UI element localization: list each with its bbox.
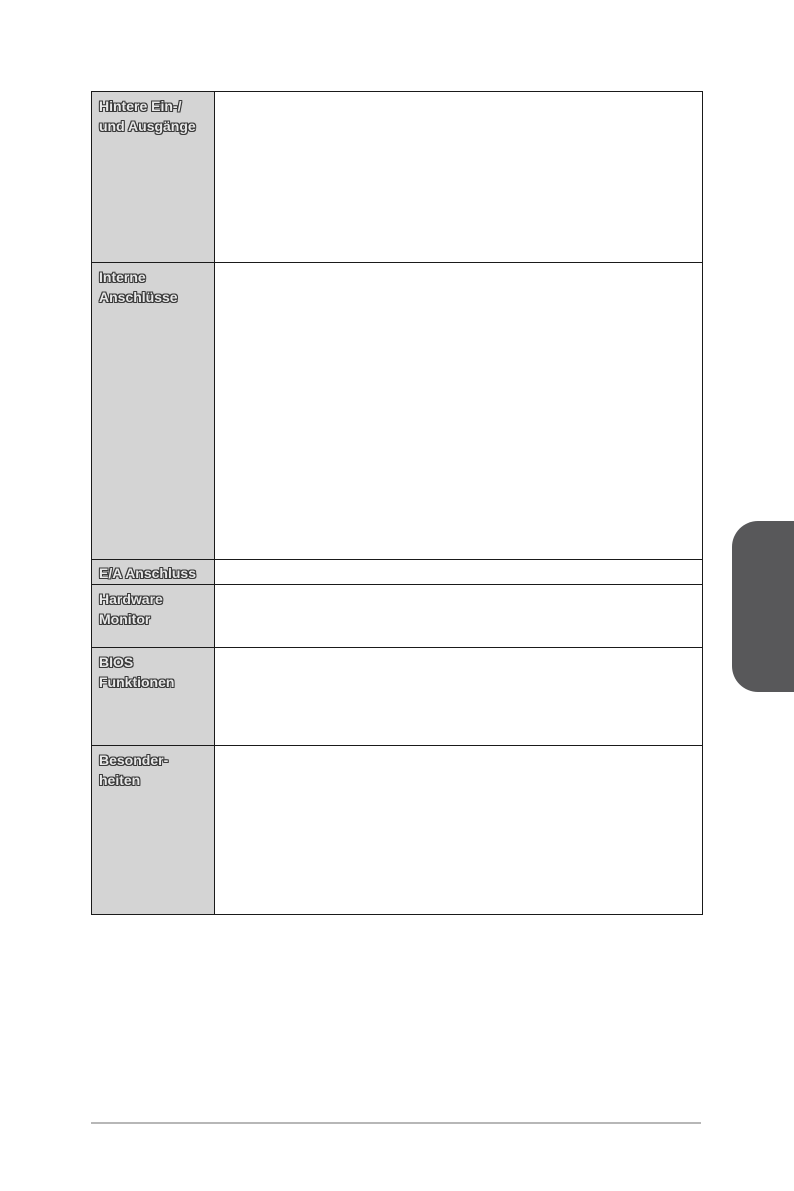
spec-row-special-features: [92, 746, 703, 915]
spec-value-bios-features: [215, 648, 703, 746]
spec-row-hardware-monitor: [92, 585, 703, 648]
specifications-table: [91, 91, 703, 915]
spec-label-cell: [92, 585, 215, 648]
spec-label-cell: [92, 746, 215, 915]
chapter-side-tab: [732, 521, 794, 692]
spec-value-rear-io: [215, 92, 703, 263]
spec-label-rear-io: Hintere Ein-/ und Ausgänge: [99, 98, 196, 134]
spec-value-hardware-monitor: [215, 585, 703, 648]
spec-label-special-features: Besonder- heiten: [99, 752, 169, 788]
spec-value-io-connector: [215, 560, 703, 585]
footer-divider: [91, 1122, 701, 1124]
spec-row-bios-features: [92, 648, 703, 746]
spec-label-hardware-monitor: Hardware Monitor: [99, 591, 163, 627]
spec-label-cell: [92, 263, 215, 560]
spec-label-cell: [92, 648, 215, 746]
spec-label-internal-connectors: Interne Anschlüsse: [99, 269, 178, 305]
spec-value-special-features: [215, 746, 703, 915]
spec-label-io-connector: E/A Anschluss: [99, 565, 196, 581]
spec-row-io-connector: [92, 560, 703, 585]
spec-row-internal-connectors: [92, 263, 703, 560]
spec-label-cell: [92, 560, 215, 585]
spec-label-bios-features: BIOS Funktionen: [99, 654, 175, 690]
spec-value-internal-connectors: [215, 263, 703, 560]
spec-label-cell: [92, 92, 215, 263]
spec-row-rear-io: [92, 92, 703, 263]
